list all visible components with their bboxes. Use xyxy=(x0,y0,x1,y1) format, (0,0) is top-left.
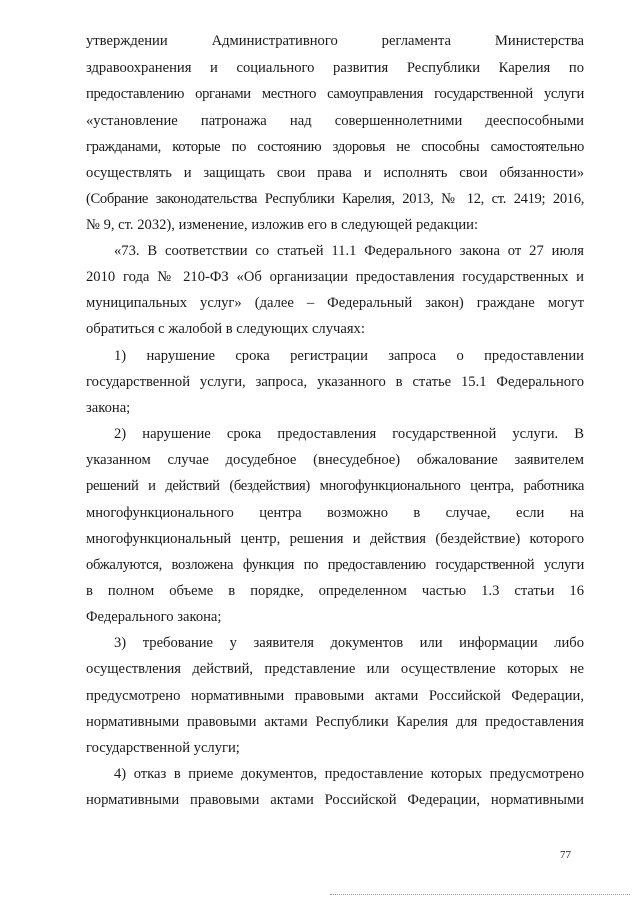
text-line: 1) нарушение срока регистрации запроса о предоставлении xyxy=(114,348,584,364)
text-line: «установление патронажа над совершеннолетними дееспособными xyxy=(86,113,584,129)
text-line: в полном объеме в порядке, определенном частью 1.3 статьи 16 xyxy=(86,583,584,599)
text-line: государственной услуги; xyxy=(86,740,240,756)
text-line: многофункционального центра возможно в случае, если на xyxy=(86,505,584,521)
text-line: осуществлять и защищать свои права и исполнять свои обязанности» xyxy=(86,165,584,181)
text-line: осуществления действий, представление или осуществление которых не xyxy=(86,661,584,677)
text-line: закона; xyxy=(86,400,131,416)
text-line: указанном случае досудебное (внесудебное) обжалование заявителем xyxy=(86,452,584,468)
text-line: 2) нарушение срока предоставления государственной услуги. В xyxy=(114,426,584,442)
text-line: многофункциональный центр, решения и действия (бездействие) которого xyxy=(86,531,584,547)
text-line: решений и действий (бездействия) многофункционального центра, работника xyxy=(86,478,584,494)
text-line: предоставлению органами местного самоуправления государственной услуги xyxy=(86,86,584,102)
text-line: 2010 года № 210-ФЗ «Об организации предоставления государственных и xyxy=(86,269,584,285)
text-line: обжалуются, возложена функция по предоставлению государственной услуги xyxy=(86,557,584,573)
scan-edge-divider xyxy=(330,894,630,895)
text-line: нормативными правовыми актами Российской Федерации, нормативными xyxy=(86,792,584,808)
text-line: № 9, ст. 2032), изменение, изложив его в следующей редакции: xyxy=(86,217,479,233)
text-line: нормативными правовыми актами Республики Карелия для предоставления xyxy=(86,714,584,730)
page-number: 77 xyxy=(560,849,571,861)
text-line: муниципальных услуг» (далее – Федеральный закон) граждане могут xyxy=(86,295,584,311)
text-line: государственной услуги, запроса, указанного в статье 15.1 Федерального xyxy=(86,374,584,390)
text-line: здравоохранения и социального развития Республики Карелия по xyxy=(86,60,584,76)
text-line: обратиться с жалобой в следующих случаях: xyxy=(86,321,365,337)
text-line: гражданами, которые по состоянию здоровья не способны самостоятельно xyxy=(86,139,584,155)
text-line: Федерального закона; xyxy=(86,609,222,625)
text-line: 4) отказ в приеме документов, предоставление которых предусмотрено xyxy=(114,766,584,782)
text-line: предусмотрено нормативными правовыми актами Российской Федерации, xyxy=(86,688,584,704)
text-line: 3) требование у заявителя документов или информации либо xyxy=(114,635,584,651)
text-line: утверждении Административного регламента Министерства xyxy=(86,33,584,49)
text-line: «73. В соответствии со статьей 11.1 Федерального закона от 27 июля xyxy=(114,243,584,259)
text-line: (Собрание законодательства Республики Карелия, 2013, № 12, ст. 2419; 2016, xyxy=(86,191,584,207)
